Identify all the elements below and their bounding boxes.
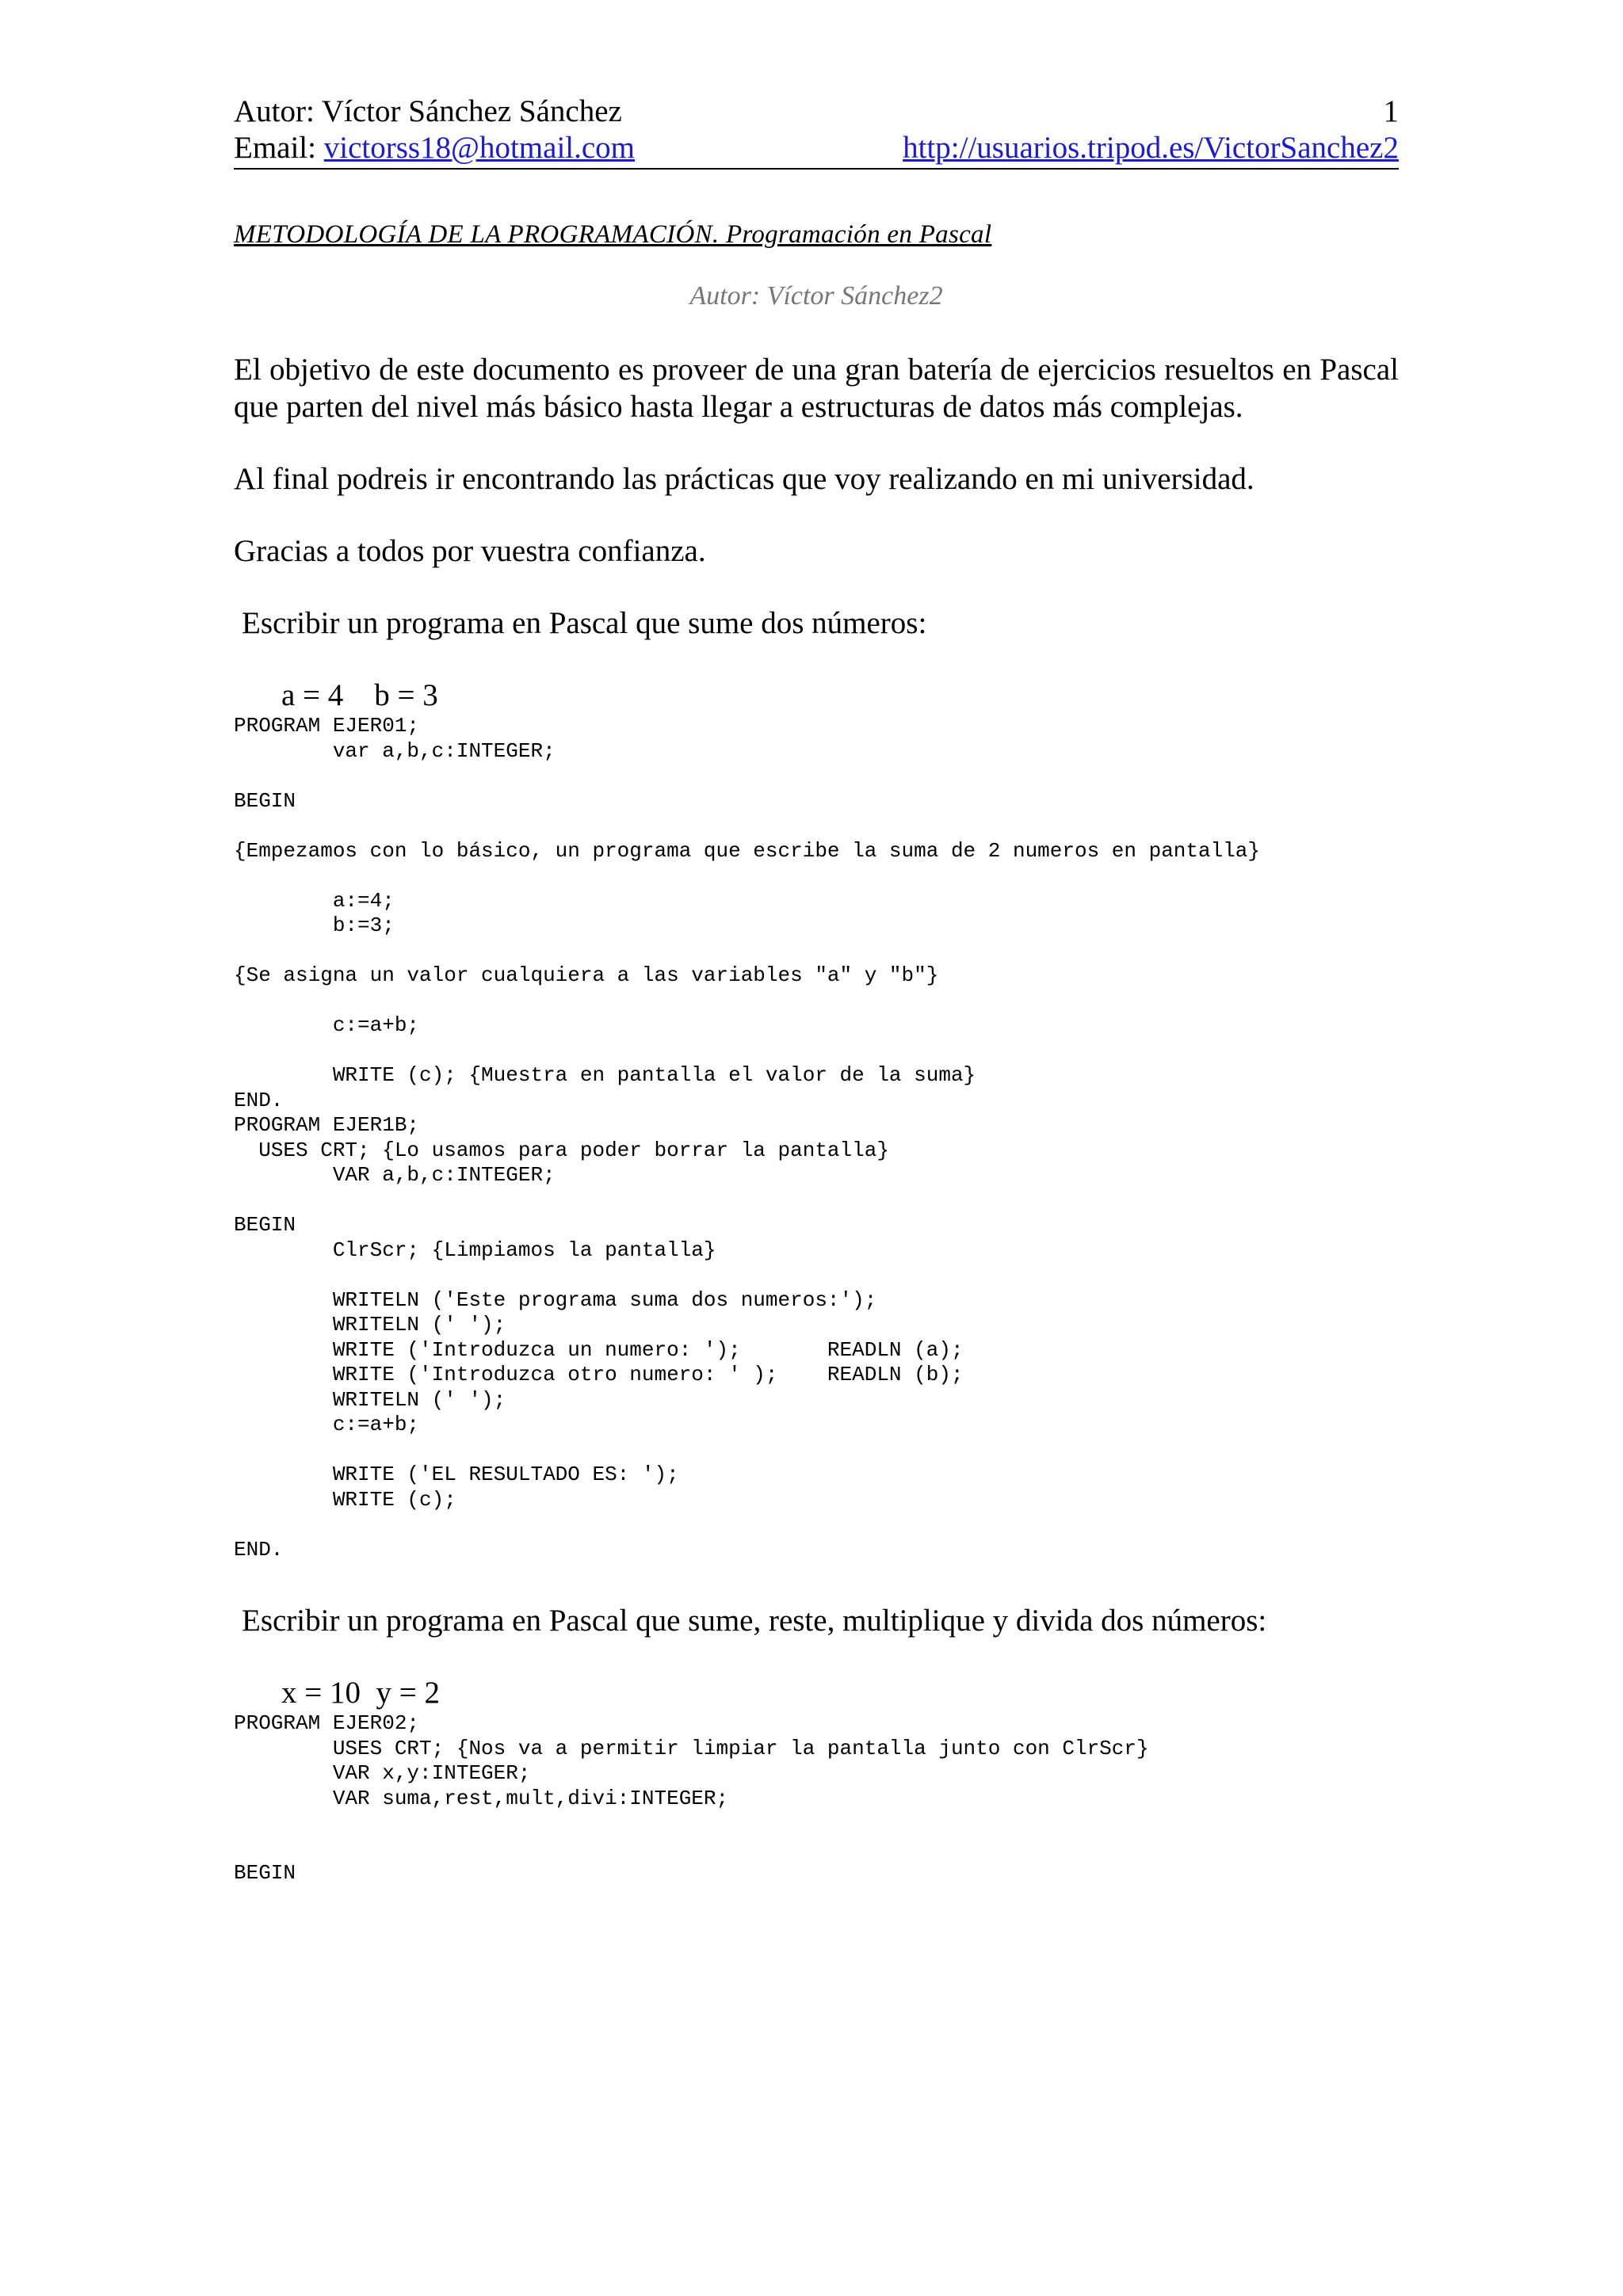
document-author: Autor: Víctor Sánchez2 [689, 281, 943, 311]
email-link[interactable]: victorss18@hotmail.com [323, 131, 636, 165]
exercise-2-statement: Escribir un programa en Pascal que sume, reste, multiplique y divida dos números: [242, 1604, 1267, 1638]
intro-paragraph: Al final podreis ir encontrando las prácticas que voy realizando en mi universidad. [234, 462, 1254, 496]
exercise-2-values: x = 10 y = 2 [281, 1676, 440, 1710]
header-divider [234, 168, 1399, 170]
document-title: METODOLOGÍA DE LA PROGRAMACIÓN. Programación en Pascal [234, 220, 992, 249]
intro-paragraph: Gracias a todos por vuestra confianza. [234, 534, 706, 568]
exercise-1-values: a = 4 b = 3 [281, 678, 438, 712]
page-number: 1 [1383, 94, 1399, 128]
email-label: Email: [234, 131, 324, 165]
code-block-ejer02: PROGRAM EJER02; USES CRT; {Nos va a permitir limpiar la pantalla junto con ClrScr} VAR x,y:INTEGER; VAR suma,rest,mult,divi:INTEGER; BEGIN [234, 1711, 1149, 1885]
header-author-row [234, 93, 1399, 130]
website-link[interactable]: http://usuarios.tripod.es/VictorSanchez2 [903, 131, 1399, 165]
header-author: Autor: Víctor Sánchez Sánchez [234, 94, 622, 128]
code-block-ejer01: PROGRAM EJER01; var a,b,c:INTEGER; BEGIN {Empezamos con lo básico, un programa que escribe la suma de 2 numeros en pantalla} a:=4; b:=3; {Se asigna un valor cualquiera a las variables "a" y "b"} c:=a+b; WRITE (c); {Muestra en pantalla el valor de la suma} END. [234, 714, 1261, 1112]
exercise-1-statement: Escribir un programa en Pascal que sume dos números: [242, 606, 927, 640]
header-contact-row [234, 130, 1399, 166]
header-email-group [234, 130, 635, 166]
intro-paragraph: El objetivo de este documento es proveer de una gran batería de ejercicios resueltos en Pascal que parten del nivel más básico hasta llegar a estructuras de datos más complejas. [234, 353, 1399, 424]
document-page [234, 93, 1399, 1886]
code-block-ejer1b: PROGRAM EJER1B; USES CRT; {Lo usamos para poder borrar la pantalla} VAR a,b,c:INTEGER; BEGIN ClrScr; {Limpiamos la pantalla} WRITELN ('Este programa suma dos numeros:'); WRITELN (' '); WRITE ('Introduzca un numero: '); READLN (a); WRITE ('Introduzca otro numero: ' ); READLN (b); WRITELN (' '); c:=a+b; WRITE ('EL RESULTADO ES: '); WRITE (c); END. [234, 1113, 964, 1562]
